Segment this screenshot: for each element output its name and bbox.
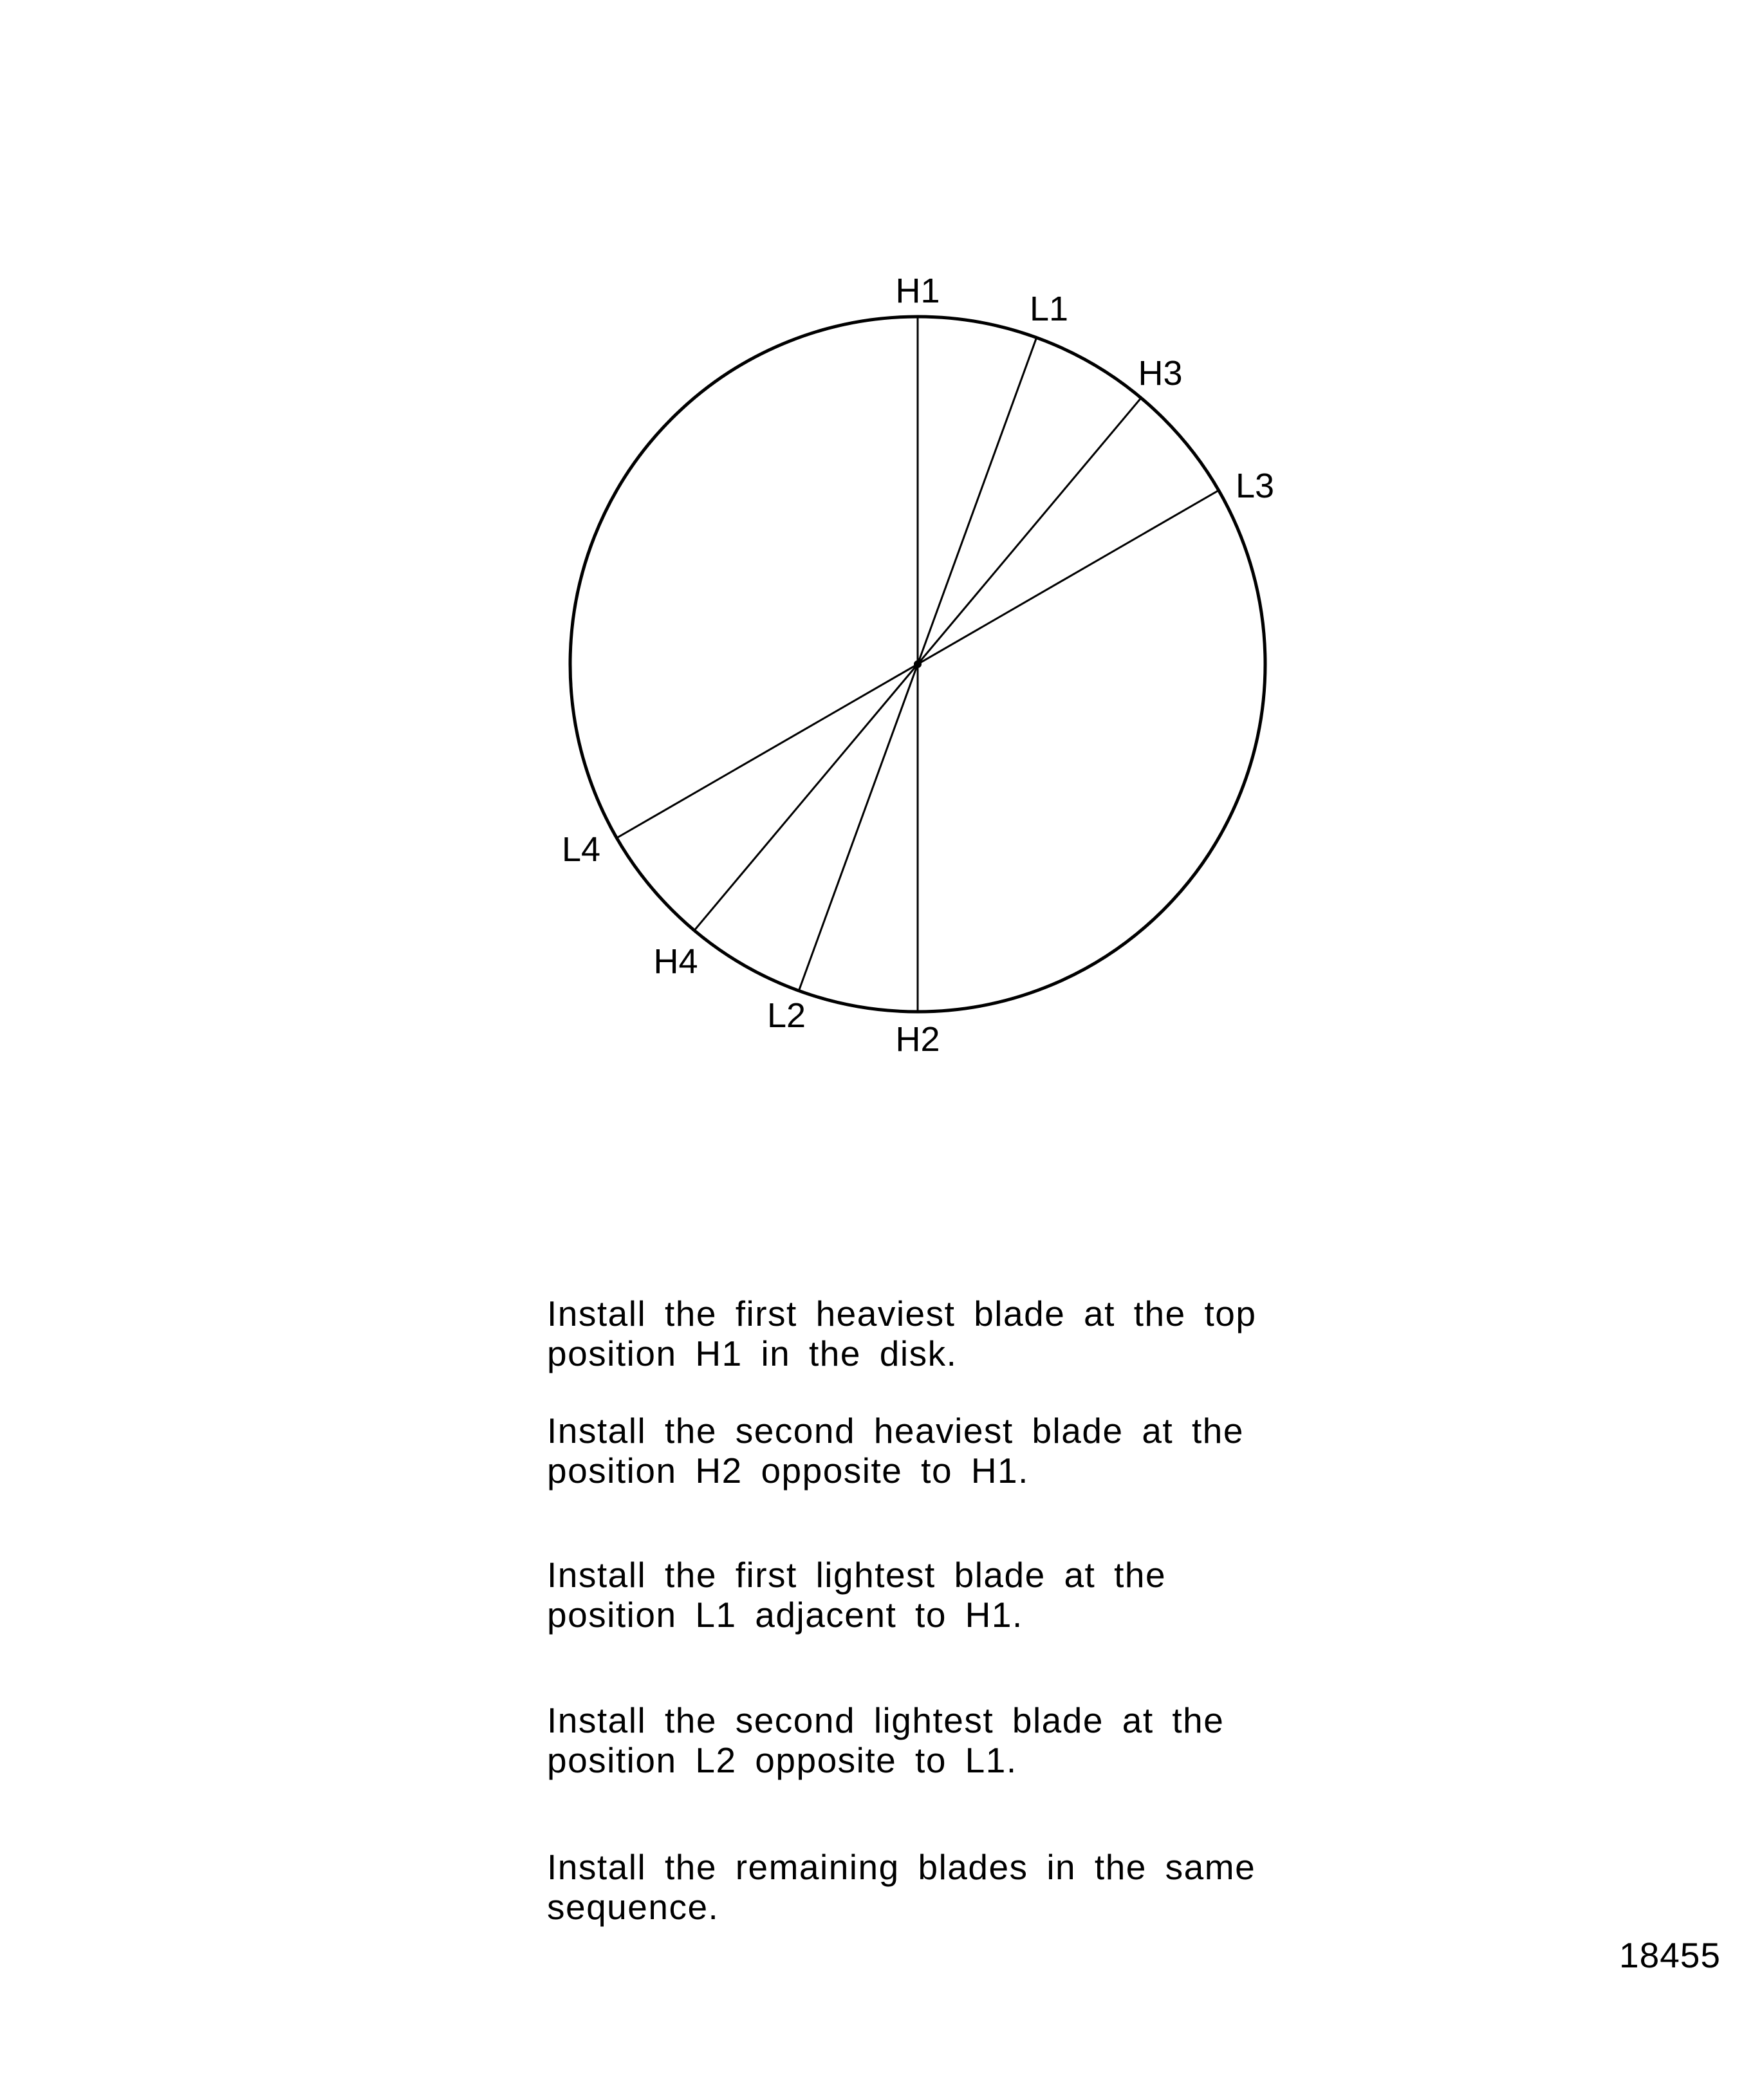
instruction-step-5: Install the remaining blades in the same sequence.: [547, 1847, 1256, 1927]
position-label-l1: L1: [1029, 290, 1069, 328]
installation-instructions: [547, 1294, 1306, 1927]
instruction-step-4: Install the second lightest blade at the position L2 opposite to L1.: [547, 1700, 1225, 1780]
instruction-step-1: Install the first heaviest blade at the top position H1 in the disk.: [547, 1294, 1257, 1373]
instruction-step-3: Install the first lightest blade at the position L1 adjacent to H1.: [547, 1555, 1167, 1635]
disk-center-dot: [914, 660, 922, 668]
position-label-l4: L4: [561, 830, 601, 869]
instruction-step-2: Install the second heaviest blade at the position H2 opposite to H1.: [547, 1411, 1244, 1491]
position-label-l3: L3: [1235, 467, 1275, 505]
position-label-h4: H4: [653, 942, 698, 981]
position-label-l2: L2: [766, 996, 806, 1035]
position-label-h3: H3: [1138, 354, 1183, 393]
position-label-h1: H1: [895, 272, 940, 310]
figure-number: 18455: [1619, 1935, 1721, 1975]
position-label-h2: H2: [895, 1020, 940, 1059]
